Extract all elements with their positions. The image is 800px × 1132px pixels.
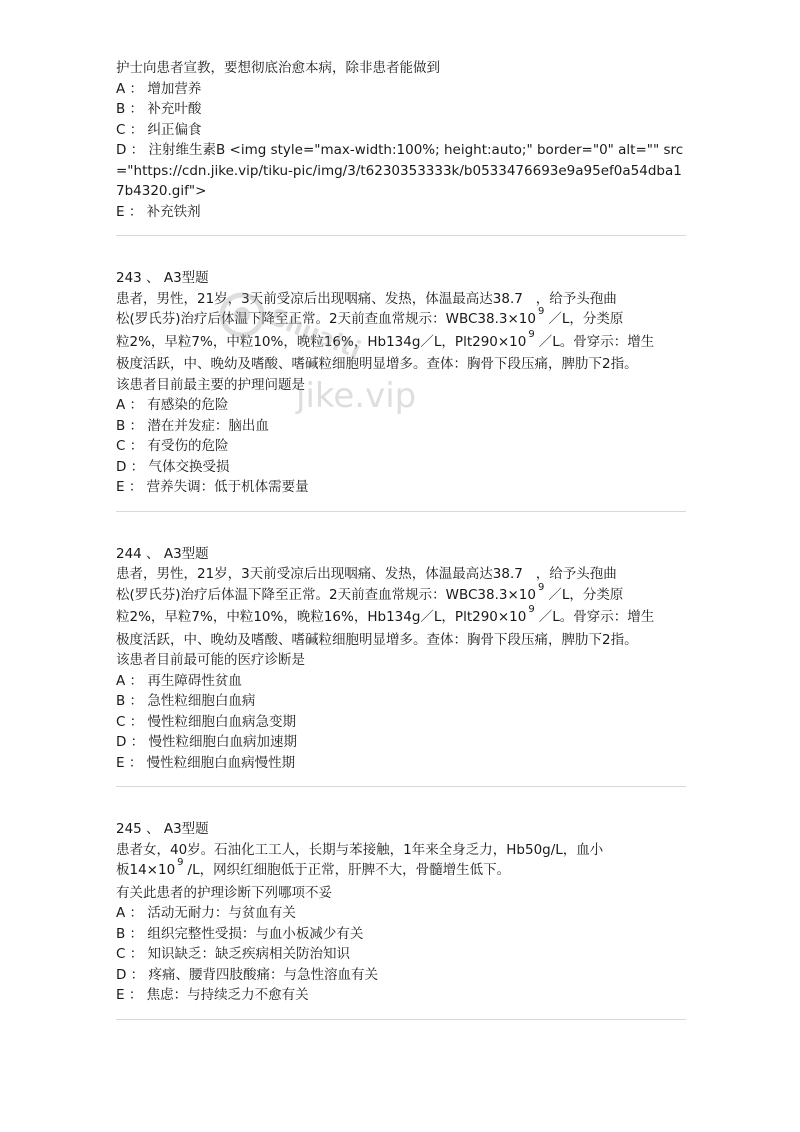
question-header: 245 、 A3型题 [116,821,209,837]
option-b[interactable]: B ： 补充叶酸 [116,101,202,117]
stem-text: ／L。骨穿示：增生 [538,609,655,625]
stem-text: ／L。骨穿示：增生 [538,333,655,350]
watermark-text-top: Shuaiti [265,302,365,365]
option-e[interactable]: E ： 慢性粒细胞白血病慢性期 [116,754,296,771]
option-a[interactable]: A ： 再生障碍性贫血 [116,672,242,689]
question-stem-line: 极度活跃，中、晚幼及嗜酸、嗜碱粒细胞明显增多。查体：胸骨下段压痛，脾肋下2指。 [116,631,638,648]
superscript: 9 [528,328,535,340]
question-page [116,58,686,1020]
stem-text: ，给予头孢曲 [535,566,617,582]
question-stem-line [116,604,686,630]
option-e[interactable]: E ： 补充铁剂 [116,203,201,220]
option-c[interactable]: C ： 有受伤的危险 [116,438,229,454]
question-stem-line [116,564,686,585]
stem-text: 粒2%，早粒7%，中粒10%，晚粒16%，Hb134g／L，Plt290×10 [116,333,527,350]
question-header: 243 、 A3型题 [116,270,209,286]
question-divider [116,1019,686,1020]
option-a[interactable]: A ： 增加营养 [116,80,202,97]
option-e[interactable]: E ： 焦虑：与持续乏力不愈有关 [116,987,309,1003]
question-stem-line [116,857,686,883]
question-stem-line [116,328,686,355]
question-stem-line: 患者女，40岁。石油化工工人，长期与苯接触，1年来全身乏力，Hb50g/L，血小 [116,841,604,858]
question-stem-line [116,306,686,332]
stem-text: 粒2%，早粒7%，中粒10%，晚粒16%，Hb134g／L，Plt290×10 [116,609,527,625]
question-245 [116,819,686,1006]
stem-text: 患者，男性，21岁，3天前受凉后出现咽痛、发热，体温最高达38.7 [116,566,523,582]
superscript: 9 [537,581,545,593]
option-d[interactable]: D ： 疼痛、腰背四肢酸痛：与急性溶血有关 [116,966,378,983]
stem-text: 松(罗氏芬)治疗后体温下降至正常。2天前查血常规示：WBC38.3×10 [116,311,536,327]
question-divider [116,511,686,512]
question-stem: 护士向患者宣教，要想彻底治愈本病，除非患者能做到 [116,60,440,76]
question-header: 244 、 A3型题 [116,545,209,562]
question-divider [116,235,686,236]
stem-text: /L，网织红细胞低于正常，肝脾不大，骨髓增生低下。 [187,862,511,878]
option-e[interactable]: E ： 营养失调：低于机体需要量 [116,479,309,495]
question-stem-line: 极度活跃，中、晚幼及嗜酸、嗜碱粒细胞明显增多。查体：胸骨下段压痛，脾肋下2指。 [116,356,638,372]
stem-text: ／L，分类原 [548,586,624,603]
option-d[interactable]: D ： 慢性粒细胞白血病加速期 [116,734,297,750]
watermark-text-bottom: jike.vip [296,376,417,416]
question-prompt: 该患者目前最主要的护理问题是 [116,376,305,393]
stem-text: ／L，分类原 [548,311,624,327]
stem-text: 板14×10 [116,862,176,878]
question-prompt: 该患者目前最可能的医疗诊断是 [116,652,305,668]
question-divider [116,786,686,787]
stem-text: 松(罗氏芬)治疗后体温下降至正常。2天前查血常规示：WBC38.3×10 [116,586,536,603]
question-prompt: 有关此患者的护理诊断下列哪项不妥 [116,884,332,901]
question-243 [116,268,686,498]
superscript: 9 [528,604,535,615]
option-b[interactable]: B ： 潜在并发症：脑出血 [116,417,269,434]
question-stem-line [116,289,686,310]
option-c[interactable]: C ： 纠正偏食 [116,121,202,138]
option-b[interactable]: B ： 急性粒细胞白血病 [116,693,256,709]
option-c[interactable]: C ： 知识缺乏：缺乏疾病相关防治知识 [116,946,351,962]
question-244 [116,544,686,774]
superscript: 9 [537,306,545,317]
option-a[interactable]: A ： 有感染的危险 [116,397,229,413]
stem-text: 患者，男性，21岁，3天前受凉后出现咽痛、发热，体温最高达38.7 [116,290,523,307]
option-c[interactable]: C ： 慢性粒细胞白血病急变期 [116,713,297,730]
question-242 [116,58,686,222]
superscript: 9 [177,857,184,868]
option-a[interactable]: A ： 活动无耐力：与贫血有关 [116,905,296,921]
stem-text: ，给予头孢曲 [535,290,617,307]
option-d[interactable]: D ： 注射维生素B <img style="max-width:100%; height:auto;" border="0" alt="" src="https://cdn.jike.vip/tiku-pic/img/3/t6230353333k/b0533476693e9a95ef0a54dba17b4320.gif"> [116,142,684,199]
question-stem-line [116,581,686,608]
option-b[interactable]: B ： 组织完整性受损：与血小板减少有关 [116,925,364,942]
option-d[interactable]: D ： 气体交换受损 [116,458,230,475]
